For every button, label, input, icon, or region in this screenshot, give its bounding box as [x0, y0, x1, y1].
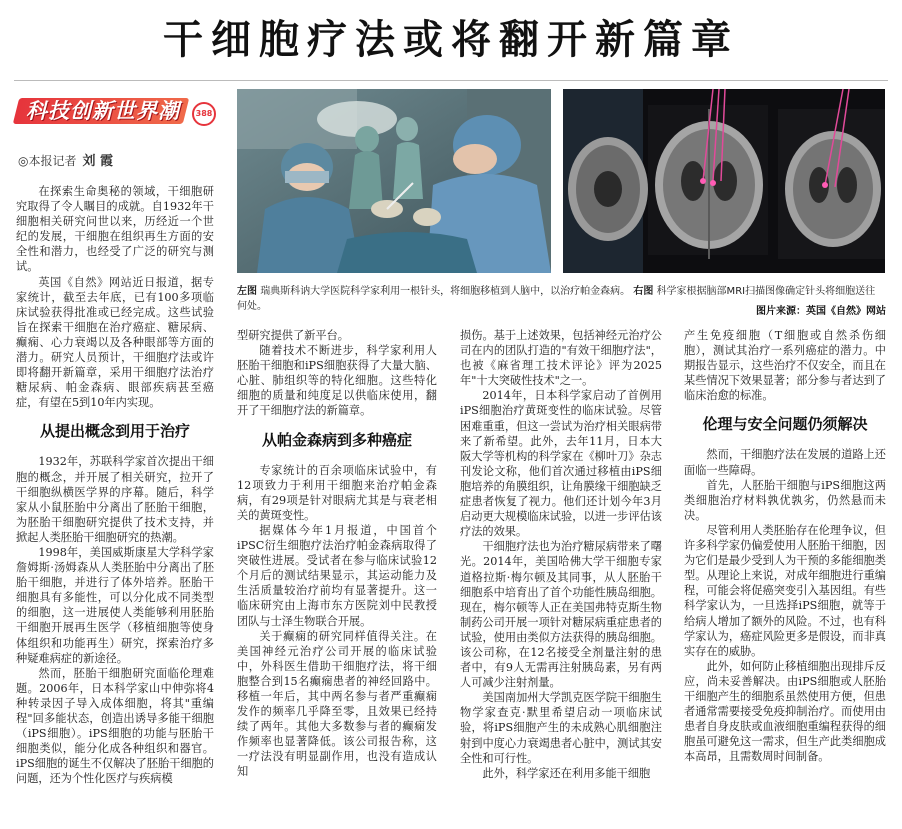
- byline-author: 刘 霞: [82, 154, 114, 169]
- surgery-photo: [237, 89, 551, 273]
- section-heading-ethics: 伦理与安全问题仍须解决: [702, 415, 868, 434]
- caption-left-text: 瑞典斯科讷大学医院科学家利用一根针头，将细胞移植到人脑中，以治疗帕金森病。: [260, 286, 631, 297]
- caption-left-label: 左图: [237, 286, 257, 297]
- mri-photo-illustration: [563, 89, 885, 273]
- photo-credit: 图片来源：英国《自然》网站: [756, 306, 886, 317]
- article-column-1: [16, 184, 214, 786]
- caption-right-text: 科学家根据脑部MRI扫描图像确定针头将细胞送往何处。: [237, 286, 876, 312]
- col1-paragraph-3: 1932年，苏联科学家首次提出干细胞的概念，并开展了相关研究，拉开了干细胞纵横医学界的序幕。随后，科学家从小鼠胚胎中分离出了胚胎干细胞，为胚胎干细胞研究提供了技术支持，并掀起人类胚胎干细胞研究的热潮。: [16, 455, 214, 544]
- col4-paragraph-4: 尽管利用人类胚胎存在伦理争议，但许多科学家仍偏爱使用人胚胎干细胞，因为它们是最少受到人为干预的多能细胞类型。从理论上来说，对成年细胞进行重编程，可能会将促癌突变引入基因组。有些科学家认为，一旦选择iPS细胞，就等于给病人增加了额外的风险。不过，也有科学家认为，癌症风险更多是假设，而非真实存在的威胁。: [684, 523, 886, 658]
- col4-paragraph-5: 此外，如何防止移植细胞出现排斥反应，尚未妥善解决。由iPS细胞或人胚胎干细胞产生的细胞系虽然使用方便，但患者通常需要接受免疫抑制治疗。而使用由患者自身皮肤或血液细胞重编程获得的细胞虽可避免这一需求，但生产此类细胞成本高昂，且需数周时间制备。: [684, 659, 886, 764]
- col4-paragraph-2: 然而，干细胞疗法在发展的道路上还面临一些障碍。: [684, 448, 886, 477]
- byline: [18, 150, 113, 169]
- col3-paragraph-3: 干细胞疗法也为治疗糖尿病带来了曙光。2014年，美国哈佛大学干细胞专家道格拉斯·梅尔顿及其同事，从人胚胎干细胞系中培育出了首个功能性胰岛细胞。现在，梅尔顿等人正在美国弗特克斯生物制药公司开展一项针对糖尿病重症患者的试验，使用由类似方法获得的胰岛细胞。该公司称，在12名接受全剂量注射的患者中，有9人无需再注射胰岛素，另有两人可减少注射剂量。: [460, 540, 662, 690]
- col2-paragraph-2: 随着技术不断进步，科学家利用人胚胎干细胞和iPS细胞获得了大量大脑、心脏、肺组织等的特化细胞。这些特化细胞的质量和纯度足以供临床使用，翻开了干细胞疗法的新篇章。: [237, 344, 437, 418]
- surgery-photo-illustration: [237, 89, 551, 273]
- col2-paragraph-5: 关于癫痫的研究同样值得关注。在美国神经元治疗公司开展的临床试验中，外科医生借助干细胞疗法，将干细胞整合到15名癫痫患者的神经回路中。移植一年后，其中两名参与者严重癫痫发作的频率几乎降至零，且效果已经持续了两年。其他大多数参与者的癫痫发作频率也显著降低。该公司报告称，这一疗法没有明显副作用，也没有造成认知: [237, 629, 437, 779]
- col1-paragraph-5: 然而，胚胎干细胞研究面临伦理难题。2006年，日本科学家山中伸弥将4种转录因子导入成体细胞，将其"重编程"回多能状态，创造出诱导多能干细胞（iPS细胞）。iPS细胞的功能与胚胎干细胞类似，能分化成各种组织和器官。iPS细胞的诞生不仅解决了胚胎干细胞的问题，还为个性化医疗与疾病模: [16, 666, 214, 786]
- article-column-4: [684, 328, 886, 764]
- mri-photo: [563, 89, 885, 273]
- article-column-2: [237, 328, 437, 780]
- col3-paragraph-1: 损伤。基于上述效果，包括神经元治疗公司在内的团队打造的"有效干细胞疗法"，也被《麻省理工技术评论》评为2025年"十大突破性技术"之一。: [460, 329, 662, 388]
- headline-rule: [14, 80, 888, 81]
- col2-paragraph-1: 型研究提供了新平台。: [237, 329, 349, 342]
- article-column-3: [460, 328, 662, 781]
- col2-paragraph-3: 专家统计的百余项临床试验中，有12项致力于利用干细胞来治疗帕金森病，有29项是针对眼病尤其是与衰老相关的黄斑变性。: [237, 463, 437, 522]
- col2-paragraph-4: 据媒体今年1月报道，中国首个iPSC衍生细胞疗法治疗帕金森病取得了突破性进展。受试者在参与临床试验12个月后的测试结果显示，其运动能力及生活质量较治疗前均有显著提升。这一临床研究由上海市东方医院刘中民教授团队与士泽生物联合开展。: [237, 523, 437, 628]
- col4-paragraph-3: 首先，人胚胎干细胞与iPS细胞这两类细胞治疗材料孰优孰劣，仍然悬而未决。: [684, 478, 886, 522]
- column-logo-badge: 388: [192, 102, 216, 126]
- col3-paragraph-5: 此外，科学家还在利用多能干细胞: [482, 766, 651, 780]
- section-heading-parkinson: 从帕金森病到多种癌症: [261, 430, 412, 449]
- byline-prefix: ◎本报记者: [18, 154, 77, 168]
- column-logo-text: 科技创新世界潮: [26, 99, 180, 123]
- col3-paragraph-2: 2014年，日本科学家启动了首例用iPS细胞治疗黄斑变性的临床试验。尽管困难重重，但这一尝试为治疗相关眼病带来了新希望。此外，去年11月，日本大阪大学等机构的科学家在《柳叶刀》杂志刊发论文称，他们首次通过移植由iPS细胞培养的角膜组织，让角膜缘干细胞缺乏症患者恢复了视力。他们还计划今年3月启动更大规模临床试验，以进一步评估该疗法的效果。: [460, 389, 662, 539]
- col3-paragraph-4: 美国南加州大学凯克医学院干细胞生物学家查克·默里希望启动一项临床试验，将iPS细胞产生的未成熟心肌细胞注射到中度心力衰竭患者心脏中，测试其安全性和可行性。: [460, 691, 662, 765]
- section-heading-concept: 从提出概念到用于治疗: [39, 422, 190, 441]
- col1-paragraph-4: 1998年，美国威斯康星大学科学家詹姆斯·汤姆森从人类胚胎中分离出了胚胎干细胞，并进行了体外培养。胚胎干细胞具有多能性，可以分化成不同类型的细胞，这一进展使人类能够利用胚胎干细胞开展再生医学（移植细胞等使身体组织和功能再生）研究，探索治疗多种疑难病症的新途径。: [16, 545, 214, 665]
- column-logo: [16, 96, 214, 126]
- headline: 干细胞疗法或将翻开新篇章: [163, 17, 739, 63]
- col4-paragraph-1: 产生免疫细胞（T细胞或自然杀伤细胞），测试其治疗一系列癌症的潜力。中期报告显示，这些治疗不仅安全，而且在某些情况下效果显著；部分参与者达到了临床治愈的标准。: [684, 329, 886, 403]
- col1-paragraph-2: 英国《自然》网站近日报道，据专家统计，截至去年底，已有100多项临床试验获得批准或已经完成。这些试验旨在探索干细胞在治疗癌症、糖尿病、癫痫、心力衰竭以及各种眼部等方面的潜力。研究人员预计，干细胞疗法或许即将翻开新篇章，采用干细胞疗法治疗糖尿病、帕金森病、眼部疾病甚至癌症，有望在5到10年内实现。: [16, 275, 214, 410]
- caption-right-label: 右图: [633, 286, 654, 297]
- col1-paragraph-1: 在探索生命奥秘的领域，干细胞研究取得了令人瞩目的成就。自1932年干细胞相关研究问世以来，历经近一个世纪的发展，干细胞在组织再生方面的安全性和潜力，也经受了广泛的研究与测试。: [16, 185, 214, 274]
